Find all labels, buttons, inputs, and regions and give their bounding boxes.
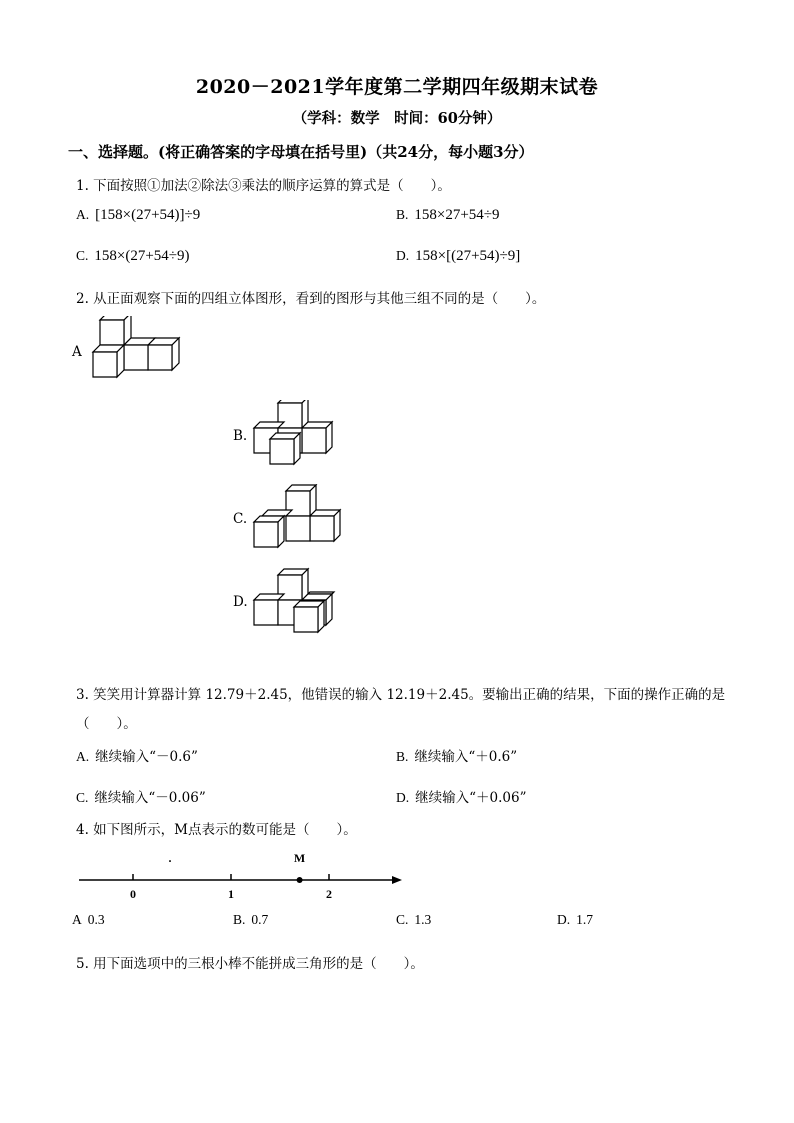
option-label: C. [396,912,409,927]
question-4-option-b [233,912,268,928]
question-4-option-d [557,912,593,928]
question-2-label-a: A [72,344,82,360]
question-3-option-b [396,745,517,765]
exam-subtitle: （学科：数学 时间：60分钟） [292,110,502,127]
question-1-option-d [396,248,520,265]
question-2-stem: 2. 从正面观察下面的四组立体图形，看到的图形与其他三组不同的是（ ）。 [76,291,546,307]
stray-dot: . [168,851,172,865]
option-text: [158×(27+54)]÷9 [95,207,201,223]
option-text: 0.7 [251,912,269,927]
question-3-option-a [76,745,198,765]
number-line-tick-label: 1 [228,887,234,901]
point-m-label: M [293,851,306,865]
option-label: B. [233,912,246,927]
exam-title: 2020－2021学年度第二学期四年级期末试卷 [195,76,599,98]
number-line-tick-label: 2 [326,887,332,901]
option-label: D. [396,790,410,805]
question-1-option-c [76,248,190,265]
section-heading-choice: 一、选择题。(将正确答案的字母填在括号里)（共24分，每小题3分） [68,143,534,161]
question-3-option-d [396,786,527,806]
question-2-label-b: B. [233,428,248,444]
option-label: C. [76,248,89,263]
question-3-option-c [76,786,206,806]
option-text: 继续输入“＋0.06” [415,790,527,806]
option-text: 1.3 [414,912,432,927]
option-label: D. [557,912,571,927]
option-text: 158×27+54÷9 [414,207,500,223]
question-4-option-a [72,912,105,928]
question-4-option-c [396,912,431,928]
question-4-stem: 4. 如下图所示，M点表示的数可能是（ ）。 [76,822,357,838]
cube-figure-c [252,484,344,552]
question-1-stem: 1. 下面按照①加法②除法③乘法的顺序运算的算式是（ ）。 [76,178,451,194]
number-line-arrow [392,876,402,884]
option-label: A. [76,749,90,764]
cube-figure-a [88,316,184,386]
option-text: 1.7 [576,912,593,927]
option-label: B. [396,749,409,764]
point-m-dot [297,877,303,883]
option-label: A [72,912,82,927]
option-label: B. [396,207,409,222]
option-label: D. [396,248,410,263]
option-text: 继续输入“＋0.6” [414,749,518,765]
option-text: 158×(27+54÷9) [94,248,190,264]
question-1-option-b [396,207,500,224]
option-label: A. [76,207,90,222]
question-2-label-d: D. [233,594,248,610]
option-text: 继续输入“－0.6” [95,749,198,765]
option-text: 继续输入“－0.06” [94,790,206,806]
option-label: C. [76,790,89,805]
question-3-stem-line2: （ ）。 [76,716,137,732]
option-text: 158×[(27+54)÷9] [415,248,521,264]
number-line-tick-label: 0 [130,887,136,901]
cube-figure-d [252,566,338,636]
question-2-label-c: C. [233,511,248,527]
question-1-option-a [76,207,200,224]
cube-figure-b [252,400,336,468]
option-text: 0.3 [87,912,105,927]
number-line [76,846,408,906]
question-5-stem: 5. 用下面选项中的三根小棒不能拼成三角形的是（ ）。 [76,956,424,972]
question-3-stem-line1: 3. 笑笑用计算器计算 12.79＋2.45，他错误的输入 12.19＋2.45。要输出正确的结果，下面的操作正确的是 [76,687,726,703]
